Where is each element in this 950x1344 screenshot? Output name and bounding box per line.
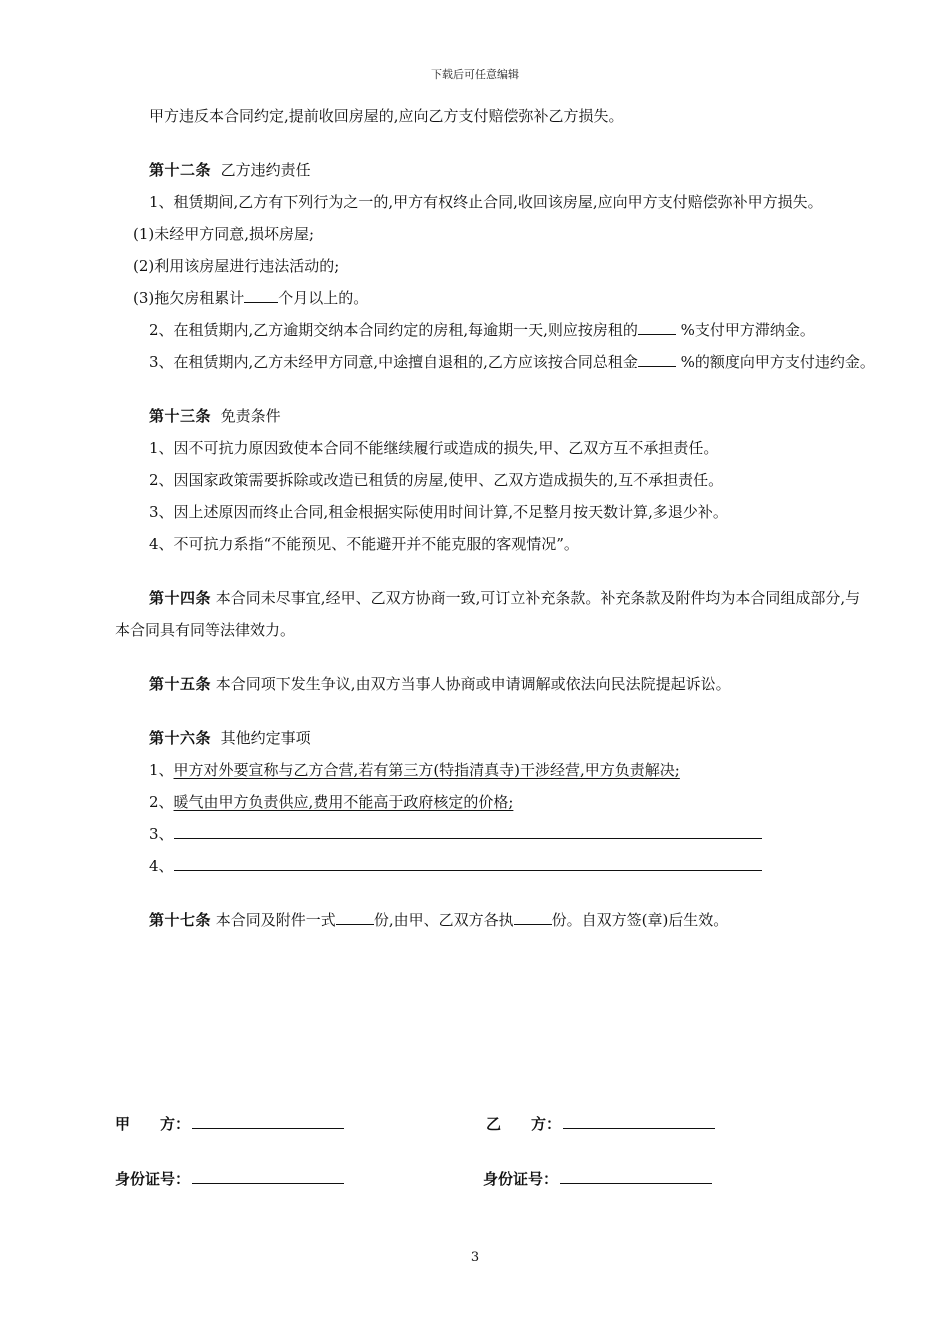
article-12-heading (115, 154, 875, 186)
article-14 (115, 582, 875, 646)
article-17 (115, 904, 875, 936)
article-12-clause-3 (115, 346, 875, 378)
article-16-label: 第十六条 (149, 729, 212, 747)
party-a-label: 甲 方： (115, 1115, 191, 1133)
penalty-percent-blank[interactable] (638, 352, 676, 367)
article-12-item-3-text-a: (3)拖欠房租累计 (133, 289, 245, 307)
article-12-clause-2-text-a: 2、在租赁期内,乙方逾期交纳本合同约定的房租,每逾期一天,则应按房租的 (149, 321, 638, 339)
party-b-id-line[interactable] (560, 1169, 712, 1184)
party-b-id (483, 1168, 712, 1189)
party-a-signature-line[interactable] (192, 1114, 344, 1129)
article-12-item-1: (1)未经甲方同意,损坏房屋; (133, 225, 315, 243)
article-14-label: 第十四条 (149, 589, 212, 607)
article-15-label: 第十五条 (149, 675, 212, 693)
article-13-clause-3: 3、因上述原因而终止合同,租金根据实际使用时间计算,不足整月按天数计算,多退少补。 (149, 503, 728, 521)
party-b-label: 乙 方： (486, 1115, 562, 1133)
article-12-clause-2-text-b: %支付甲方滞纳金。 (675, 321, 815, 339)
article-16-item-3-number: 3、 (149, 825, 174, 843)
contract-body (115, 100, 875, 936)
article-15-text: 本合同项下发生争议,由双方当事人协商或申请调解或依法向民法院提起诉讼。 (215, 675, 731, 693)
months-blank[interactable] (244, 288, 278, 303)
article-16-item-4 (115, 850, 875, 882)
article-16-item-2-text: 暖气由甲方负责供应,费用不能高于政府核定的价格; (173, 793, 514, 811)
article-15 (115, 668, 875, 700)
article-12-item-3-text-b: 个月以上的。 (278, 289, 369, 307)
article-16-title: 其他约定事项 (220, 729, 311, 747)
article-14-text: 本合同未尽事宜,经甲、乙双方协商一致,可订立补充条款。补充条款及附件均为本合同组成部分,与本合同具有同等法律效力。 (115, 589, 861, 639)
late-fee-percent-blank[interactable] (638, 320, 676, 335)
party-a-id-line[interactable] (192, 1169, 344, 1184)
article-17-text-b: 份,由甲、乙双方各执 (373, 911, 514, 929)
article-13-title: 免责条件 (220, 407, 281, 425)
article-13-clause-2: 2、因国家政策需要拆除或改造已租赁的房屋,使甲、乙双方造成损失的,互不承担责任。 (149, 471, 724, 489)
article-13-clause-4: 4、不可抗力系指“不能预见、不能避开并不能克服的客观情况”。 (149, 535, 579, 553)
party-a-id (115, 1168, 344, 1189)
article-12-clause-3-text-a: 3、在租赁期内,乙方未经甲方同意,中途擅自退租的,乙方应该按合同总租金 (149, 353, 638, 371)
article-17-text-c: 份。自双方签(章)后生效。 (551, 911, 729, 929)
article-12-clause-1: 1、租赁期间,乙方有下列行为之一的,甲方有权终止合同,收回该房屋,应向甲方支付赔偿弥补甲方损失。 (149, 193, 823, 211)
article-16-item-3-blank[interactable] (174, 820, 762, 839)
party-b-signature-line[interactable] (563, 1114, 715, 1129)
article-16-item-4-blank[interactable] (174, 852, 762, 871)
article-16-item-1-text: 甲方对外要宣称与乙方合营,若有第三方(特指清真寺)干涉经营,甲方负责解决; (173, 761, 680, 779)
article-12-clause-3-text-b: %的额度向甲方支付违约金。 (675, 353, 875, 371)
article-13-label: 第十三条 (149, 407, 212, 425)
article-13-clause-1: 1、因不可抗力原因致使本合同不能继续履行或造成的损失,甲、乙双方互不承担责任。 (149, 439, 719, 457)
party-b-id-label: 身份证号： (483, 1170, 559, 1188)
copies-total-blank[interactable] (336, 910, 374, 925)
article-16-item-4-number: 4、 (149, 857, 174, 875)
article-16-heading (115, 722, 875, 754)
party-a-signature (115, 1113, 344, 1134)
article-12-clause-2 (115, 314, 875, 346)
article-12-title: 乙方违约责任 (220, 161, 311, 179)
article-16-item-1-number: 1、 (149, 761, 174, 779)
article-16-item-1 (115, 754, 875, 786)
copies-each-blank[interactable] (514, 910, 552, 925)
article-12-item-3 (115, 282, 875, 314)
intro-paragraph: 甲方违反本合同约定,提前收回房屋的,应向乙方支付赔偿弥补乙方损失。 (149, 107, 624, 125)
party-a-id-label: 身份证号： (115, 1170, 191, 1188)
article-16-item-2 (115, 786, 875, 818)
article-17-label: 第十七条 (149, 911, 212, 929)
article-12-label: 第十二条 (149, 161, 212, 179)
article-12-item-2: (2)利用该房屋进行违法活动的; (133, 257, 340, 275)
party-b-signature (486, 1113, 715, 1134)
page-header: 下载后可任意编辑 (431, 68, 519, 81)
page-number: 3 (470, 1250, 480, 1265)
article-17-text-a: 本合同及附件一式 (215, 911, 336, 929)
article-13-heading (115, 400, 875, 432)
article-16-item-2-number: 2、 (149, 793, 174, 811)
article-16-item-3 (115, 818, 875, 850)
